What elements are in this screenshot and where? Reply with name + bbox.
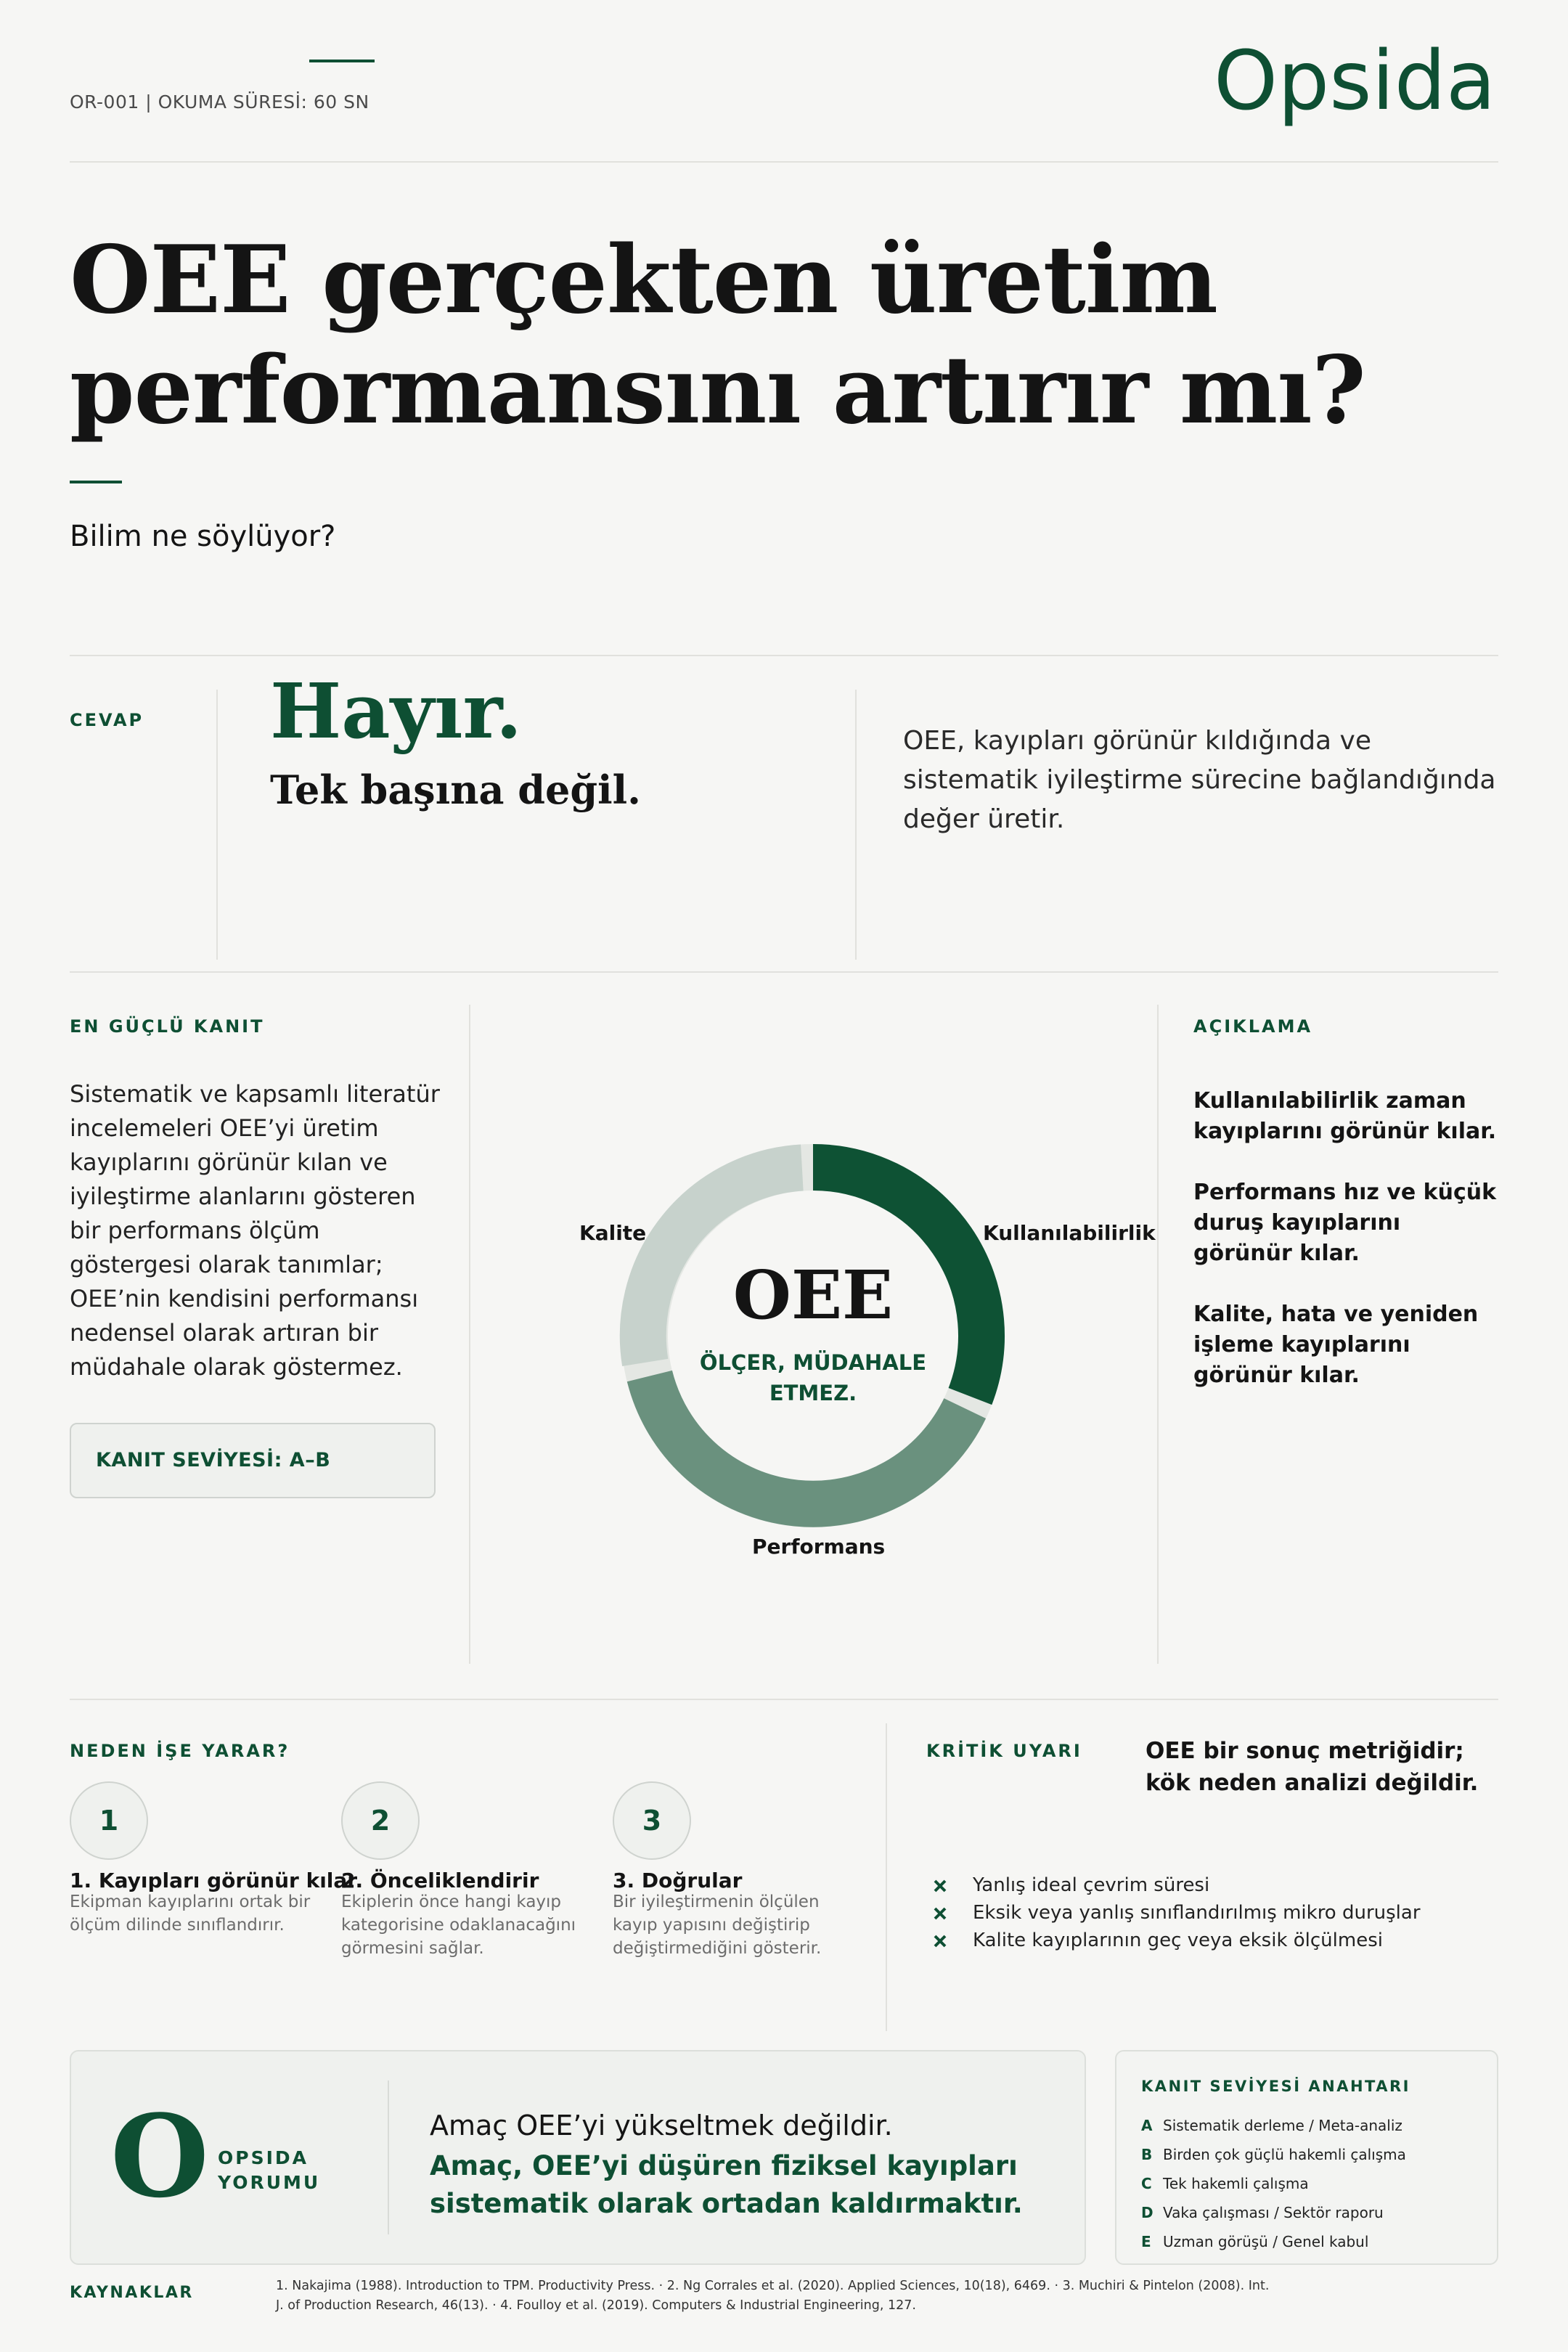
step-number-circle (613, 1781, 691, 1860)
explanation-divider (1157, 1005, 1159, 1664)
answer-subheadline: Tek başına değil. (270, 767, 641, 813)
evidence-level-text: KANIT SEVİYESİ: A–B (96, 1449, 331, 1471)
explanation-item: Kullanılabilirlik zaman kayıplarını görünür kılar. (1193, 1088, 1497, 1144)
title-line-1: OEE gerçekten üretim (70, 226, 1217, 335)
evidence-level-badge (70, 1423, 436, 1498)
step-number: 1 (99, 1805, 119, 1837)
step-text: Ekipman kayıplarını ortak bir ölçüm dilinde sınıflandırır. (70, 1892, 311, 1935)
step-text: Ekiplerin önce hangi kayıp kategorisine odaklanacağını görmesini sağlar. (341, 1892, 576, 1958)
donut-center-title: OEE (732, 1256, 894, 1334)
key-letter: C (1141, 2175, 1152, 2192)
opinion-label-line-1: OPSIDA (218, 2147, 309, 2168)
section-divider (70, 1699, 1498, 1700)
sources-text: 1. Nakajima (1988). Introduction to TPM. Productivity Press. · 2. Ng Corrales et al. (2020). Applied Sciences, 10(18), 6469. · 3. Muchiri & Pintelon (2008). Int. J. of Production Research, 46(13). · 4. Foulloy et al. (2019). Computers & Industrial Engineering, 127. (276, 2279, 1270, 2313)
page-subtitle: Bilim ne söylüyor? (70, 520, 336, 553)
key-letter: E (1141, 2233, 1151, 2250)
why-label: NEDEN İŞE YARAR? (70, 1741, 290, 1761)
answer-divider-right (855, 690, 857, 960)
warning-headline: OEE bir sonuç metriğidir; kök neden analizi değildir. (1146, 1738, 1479, 1796)
step-number-circle (70, 1781, 148, 1860)
logo-text: Opsida (1214, 35, 1496, 128)
opinion-logo-letter: O (110, 2090, 209, 2223)
evidence-divider (469, 1005, 470, 1664)
step-number: 2 (370, 1805, 391, 1837)
warning-item: Kalite kayıplarının geç veya eksik ölçülmesi (973, 1930, 1383, 1951)
opinion-label (218, 2146, 320, 2195)
key-text: Tek hakemli çalışma (1163, 2175, 1309, 2192)
step-number: 3 (642, 1805, 662, 1837)
page-title (70, 225, 1449, 446)
reading-meta: OR-001 | OKUMA SÜRESİ: 60 SN (70, 91, 369, 113)
step-title: 2. Önceliklendirir (341, 1869, 539, 1892)
key-text: Uzman görüşü / Genel kabul (1163, 2233, 1369, 2250)
warning-item: Yanlış ideal çevrim süresi (973, 1874, 1210, 1896)
opinion-label-line-2: YORUMU (218, 2172, 321, 2193)
donut-center-subtitle: ÖLÇER, MÜDAHALE ETMEZ. (699, 1350, 927, 1405)
explanation-item: Performans hız ve küçük duruş kayıplarını görünür kılar. (1193, 1180, 1497, 1266)
key-text: Birden çok güçlü hakemli çalışma (1163, 2146, 1406, 2163)
section-divider (70, 971, 1498, 973)
explanation-label: AÇIKLAMA (1193, 1016, 1313, 1037)
evidence-key-title: KANIT SEVİYESİ ANAHTARI (1141, 2078, 1410, 2095)
opinion-line-2: Amaç, OEE’yi düşüren fiziksel kayıpları sistematik olarak ortadan kaldırmaktır. (430, 2150, 1023, 2219)
key-text: Vaka çalışması / Sektör raporu (1163, 2204, 1384, 2221)
key-letter: B (1141, 2146, 1153, 2163)
evidence-text: Sistematik ve kapsamlı literatür incelemeleri OEE’yi üretim kayıplarını görünür kılan ve iyileştirme alanlarını gösteren bir performans ölçüm göstergesi olarak tanımlar; OEE’nin kendisini performansı nedensel olarak artıran bir müdahale olarak göstermez. (70, 1080, 440, 1381)
answer-headline: Hayır. (270, 666, 523, 756)
step-title: 3. Doğrular (613, 1869, 743, 1892)
opinion-line-1: Amaç OEE’yi yükseltmek değildir. (430, 2110, 893, 2141)
answer-text: OEE, kayıpları görünür kıldığında ve sistematik iyileştirme sürecine bağlandığında değer üretir. (903, 726, 1496, 834)
header-accent-line (309, 60, 375, 62)
segment-label-kalite: Kalite (579, 1221, 647, 1245)
sources-label: KAYNAKLAR (70, 2284, 194, 2302)
title-line-2: performansını artırır mı? (70, 336, 1365, 445)
segment-label-performans: Performans (752, 1535, 886, 1559)
warning-divider (886, 1723, 887, 2031)
explanation-item: Kalite, hata ve yeniden işleme kayıplarını görünür kılar. (1193, 1302, 1479, 1388)
key-letter: A (1141, 2117, 1153, 2134)
section-divider (70, 655, 1498, 656)
x-icon (932, 1906, 948, 1922)
step-text: Bir iyileştirmenin ölçülen kayıp yapısını değiştirip değiştirmediğini gösterir. (613, 1892, 822, 1958)
x-icon (932, 1933, 948, 1949)
oee-donut-chart (610, 1132, 1016, 1539)
x-icon (932, 1878, 948, 1894)
opinion-divider (388, 2081, 389, 2234)
title-accent-line (70, 481, 122, 483)
answer-divider-left (216, 690, 218, 960)
step-number-circle (341, 1781, 420, 1860)
key-letter: D (1141, 2204, 1153, 2221)
evidence-label: EN GÜÇLÜ KANIT (70, 1016, 265, 1037)
answer-label: CEVAP (70, 710, 144, 730)
segment-label-kullanilabilirlik: Kullanılabilirlik (983, 1221, 1156, 1245)
step-title: 1. Kayıpları görünür kılar (70, 1869, 358, 1892)
key-text: Sistematik derleme / Meta-analiz (1163, 2117, 1402, 2134)
warning-item: Eksik veya yanlış sınıflandırılmış mikro duruşlar (973, 1902, 1421, 1924)
warning-label: KRİTİK UYARI (926, 1741, 1082, 1761)
opsida-logo (1212, 35, 1503, 129)
header-divider (70, 161, 1498, 163)
